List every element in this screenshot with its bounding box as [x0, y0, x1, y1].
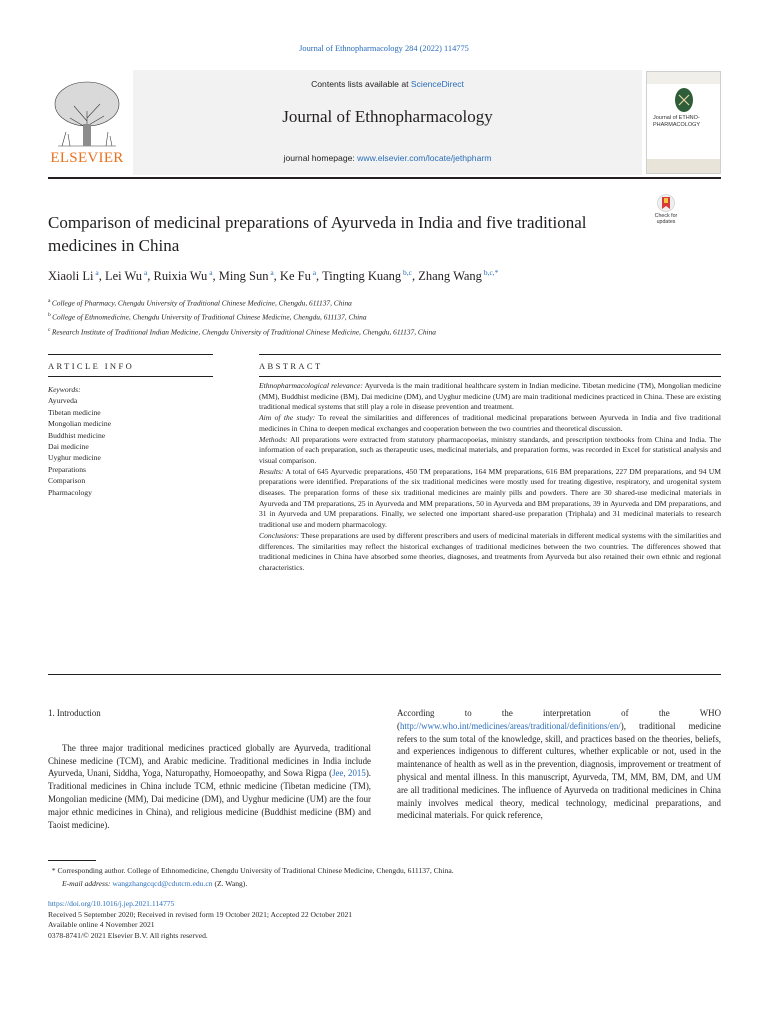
author-affiliation-marker[interactable]: a [142, 268, 148, 277]
abstract-body [259, 381, 721, 574]
sciencedirect-link[interactable]: ScienceDirect [410, 79, 464, 89]
author-affiliation-marker[interactable]: a [207, 268, 213, 277]
journal-cover-thumbnail[interactable] [646, 71, 721, 174]
article-title: Comparison of medicinal preparations of Ayurveda in India and five traditional medicines in China [48, 213, 587, 255]
author-name: Zhang Wang [418, 269, 482, 284]
received-dates: Received 5 September 2020; Received in revised form 19 October 2021; Accepted 22 October 2021 [48, 909, 353, 919]
journal-title: Journal of Ethnopharmacology [282, 107, 493, 126]
affiliations [48, 295, 728, 338]
author-affiliation-marker[interactable]: b,c [401, 268, 412, 277]
corresponding-text: Corresponding author. College of Ethnomedicine, Chengdu University of Traditional Chinese Medicine, Chengdu, 611137, China. [55, 866, 454, 875]
homepage-prefix: journal homepage: [283, 153, 358, 163]
keyword-item: Uyghur medicine [48, 453, 101, 463]
keyword-item: Pharmacology [48, 487, 92, 497]
author-name: Ming Sun [218, 269, 269, 284]
copyright-line: 0378-8741/© 2021 Elsevier B.V. All rights reserved. [48, 930, 208, 940]
header-rule [48, 177, 721, 179]
affiliation-text: College of Pharmacy, Chengdu University of Traditional Chinese Medicine, Chengdu, 611137, China [51, 298, 352, 308]
email-line [48, 878, 728, 891]
keyword-item: Comparison [48, 476, 86, 486]
corresponding-author-note [48, 865, 728, 878]
who-text-a: According to the interpretation of the WHO ( [397, 708, 721, 731]
abstract-section-text: To reveal the similarities and differences of traditional medicinal preparations between Ayurveda in India and five traditional medicines in China to deepen medical exchanges and cooperation between the two countries and theoretical discussion. [259, 413, 721, 433]
intro-text-a: The three major traditional medicines practiced globally are Ayurveda, traditional Chinese medicine (TCM), and Arabic medicine. Traditional medicines in India include Ayurveda, Unani, Siddha, Yoga, Naturopathy, Homoeopathy, and Sowa Rigpa ( [48, 742, 371, 779]
abstract-section [259, 435, 721, 467]
affiliation-line [48, 309, 728, 323]
contents-prefix: Contents lists available at [311, 79, 411, 89]
keyword-item: Tibetan medicine [48, 407, 101, 417]
keywords-block [48, 384, 213, 498]
author-affiliation-marker[interactable]: a [310, 268, 317, 277]
citation-link-jee[interactable]: Jee, 2015 [332, 768, 366, 779]
body-left-column [48, 707, 371, 831]
affiliation-marker: c [48, 326, 52, 333]
abstract-section [259, 381, 721, 413]
intro-text-b: ). Traditional medicines in China include TCM, ethnic medicine (Tibetan medicine (TM), Mongolian medicine (MM), Dai medicine (DM), and Uyghur medicine (UM) are the four major ethnic medicines in China), and religious medicine (Buddhist medicine (BM) and Taoist medicine). [48, 768, 371, 830]
article-info-heading: ARTICLE INFO [48, 361, 135, 371]
author-name: Ruixia Wu [153, 269, 208, 284]
abstract-section-label: Conclusions: [259, 530, 300, 540]
affiliation-line [48, 324, 728, 338]
homepage-line [133, 153, 642, 163]
abstract-section [259, 413, 721, 434]
corresponding-marker: * [51, 866, 56, 875]
email-suffix: (Z. Wang). [212, 878, 248, 888]
abstract-section-text: These preparations are used by different prescribers and users of medicinal materials in different medical systems with the similarities and differences. The similarities may reflect the historical exchanges of traditional medicines between the two countries. The differences showed that traditional medicines in China have absorbed some theories, diagnoses, and treatments from Ayurveda but also retained their own ethnic and regional characteristics. [259, 530, 721, 572]
abstract-section [259, 467, 721, 531]
keywords-list [48, 395, 213, 498]
abstract-section-label: Methods: [259, 434, 288, 444]
abstract-bottom-rule [48, 674, 721, 675]
publication-info [48, 899, 728, 941]
article-info-top-rule [48, 354, 213, 355]
keyword-item: Buddhist medicine [48, 430, 106, 440]
author-name: Ke Fu [279, 269, 311, 284]
author-name: Lei Wu [104, 269, 143, 284]
author-affiliation-marker[interactable]: a [93, 268, 99, 277]
journal-reference[interactable]: Journal of Ethnopharmacology 284 (2022) 114775 [299, 44, 469, 53]
abstract-heading: ABSTRACT [259, 361, 323, 371]
abstract-rule [259, 376, 721, 377]
keyword-item: Preparations [48, 464, 86, 474]
abstract-section-text: A total of 645 Ayurvedic preparations, 450 TM preparations, 164 MM preparations, 616 BM preparations, 227 DM preparations, and 94 UM preparations were identified. Preparations of the six traditional medicines were mostly used for treating digestive, respiratory, and urogenital system diseases. The preparation forms of these six traditional medicines are mainly pills and powders. There are 30 shared-use medicinal materials in Ayurveda and TM preparations, 25 in Ayurveda and MM preparations, 50 in Ayurveda and BM preparations, 39 in Ayurveda and DM preparations, and 31 in Ayurveda and UM preparations. Finally, we selected one important shared-use preparation (Triphala) and 31 medicinal materials to research traditional use and modern pharmacology. [259, 466, 721, 530]
abstract-section-text: All preparations were extracted from statutory pharmacopoeias, ministry standards, and prescription textbooks from China and India. The information of each preparation, such as therapeutic uses, medicinal materials, and preparation forms, was recorded in Excel for statistical analysis and visual comparison. [259, 434, 721, 465]
author-affiliation-marker[interactable]: a [268, 268, 274, 277]
affiliation-marker: a [48, 298, 52, 304]
author-name: Xiaoli Li [48, 269, 94, 284]
bookmark-ribbon-icon [646, 194, 686, 214]
body-right-column [397, 707, 721, 822]
article-info-rule [48, 376, 213, 377]
abstract-section [259, 531, 721, 574]
footnote-rule [48, 860, 96, 861]
keyword-item: Ayurveda [48, 396, 78, 406]
abstract-section-label: Aim of the study: [259, 413, 316, 423]
check-updates-label: Check for updates [654, 213, 678, 225]
cover-emblem-icon [671, 87, 697, 113]
abstract-section-label: Results: [259, 466, 284, 476]
footnote [48, 865, 728, 890]
cover-top-band [647, 72, 720, 84]
who-text-b: ), traditional medicine refers to the sum total of the knowledge, skill, and practices based on the theories, beliefs, and experiences indigenous to different cultures, whether explicable or not, used in the maintenance of health as well as in the prevention, diagnosis, improvement or treatment of physical and mental illness. In this manuscript, Ayurveda, TM, MM, BM, DM, and UM are all traditional medicines. The influence of Ayurveda on traditional medicines in China mainly involves medical theory, medical technology, medicinal preparations, and medicinal materials. For quick reference, [397, 720, 721, 821]
contents-line [133, 79, 642, 89]
keywords-label: Keywords: [48, 385, 81, 394]
check-for-updates-badge[interactable] [646, 194, 686, 232]
abstract-top-rule [259, 354, 721, 355]
intro-paragraph-1 [48, 742, 371, 832]
elsevier-wordmark: ELSEVIER [50, 150, 124, 166]
email-link[interactable]: wangzhangcqcd@cdutcm.edu.cn [112, 878, 213, 888]
doi-link[interactable]: https://doi.org/10.1016/j.jep.2021.114775 [48, 899, 175, 908]
cover-title: Journal of ETHNO-PHARMACOLOGY [653, 115, 701, 128]
affiliation-text: Research Institute of Traditional Indian Medicine, Chengdu University of Traditional Chinese Medicine, Chengdu, 611137, China [51, 327, 436, 337]
intro-paragraph-2 [397, 707, 721, 822]
email-label: E-mail address: [62, 878, 111, 888]
cover-bottom-band [647, 159, 720, 173]
who-link[interactable]: http://www.who.int/medicines/areas/traditional/definitions/en/ [399, 720, 621, 731]
available-online: Available online 4 November 2021 [48, 920, 155, 929]
author-list: Xiaoli Li $^a$, Lei Wu $^a$, Ruixia Wu $^a$, Ming Sun $^a$, Ke Fu $^a$, Tingting Kuang $^{b,c}$, Zhang Wang $^{b,c,*}$ [48, 268, 499, 284]
keyword-item: Mongolian medicine [48, 419, 112, 429]
affiliation-line [48, 295, 728, 309]
abstract-section-label: Ethnopharmacological relevance: [259, 381, 363, 390]
homepage-link[interactable]: www.elsevier.com/locate/jethpharm [357, 153, 492, 163]
section-heading-introduction: 1. Introduction [48, 708, 101, 718]
keyword-item: Dai medicine [48, 442, 89, 452]
affiliation-text: College of Ethnomedicine, Chengdu University of Traditional Chinese Medicine, Chengdu, 611137, China [52, 312, 367, 322]
abstract-section-text: Ayurveda is the main traditional healthcare system in Indian medicine. Tibetan medicine (TM), Mongolian medicine (MM), Buddhist medicine (BM), Dai medicine (DM), and Uyghur medicine (UM) are main traditional medicines practiced in China. These are existing traditional medical systems that still play a role in disease prevention and treatment. [259, 381, 721, 412]
author-affiliation-marker[interactable]: b,c,* [481, 268, 499, 277]
author-name: Tingting Kuang [322, 269, 402, 284]
affiliation-marker: b [48, 312, 53, 319]
